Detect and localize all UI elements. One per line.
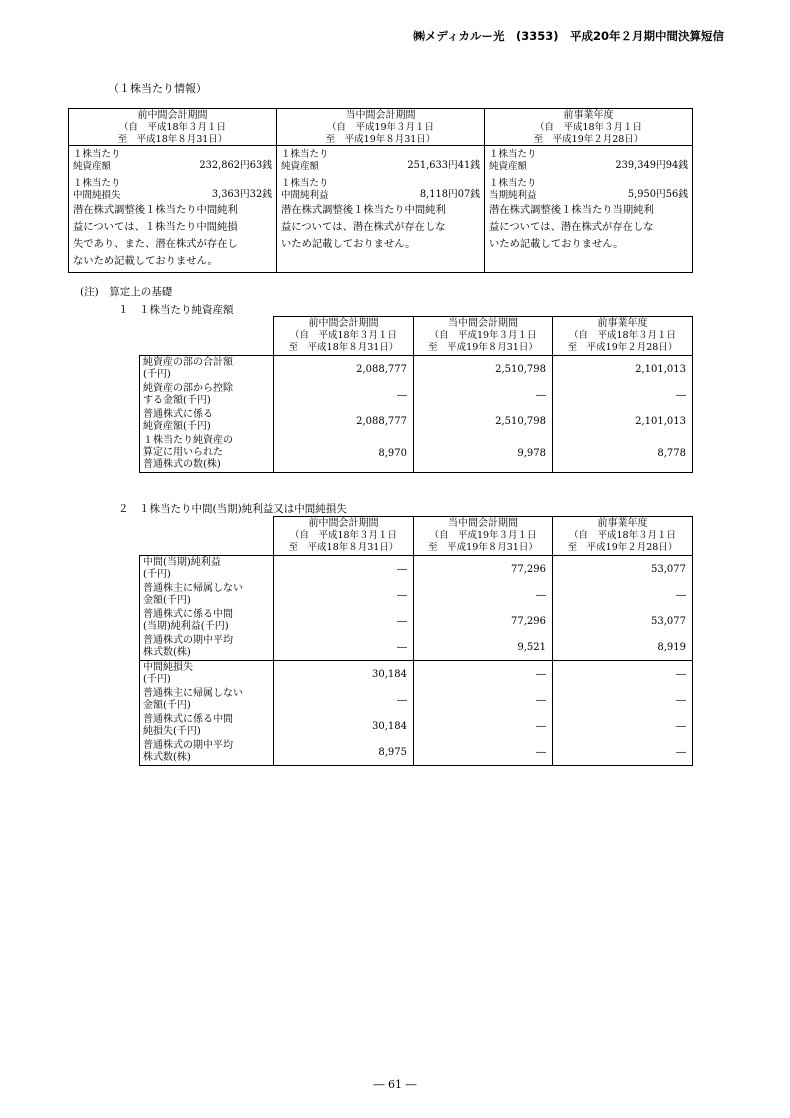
label-line: (千円) <box>143 674 171 685</box>
t1-title: １ １株当たり純資産額 <box>118 304 234 316</box>
label-line: 普通株主に帰属しない <box>143 583 243 594</box>
value-cell: ― <box>274 634 414 661</box>
label-line: 普通株式に係る中間 <box>143 714 233 725</box>
per-share-cell <box>69 146 277 273</box>
nav-line <box>489 149 688 172</box>
row-label <box>140 739 274 766</box>
value-cell: 2,088,777 <box>274 408 414 434</box>
label-line: 金額(千円) <box>143 700 191 711</box>
blank-corner <box>140 517 274 556</box>
label-line: 純資産の部の合計額 <box>143 357 233 368</box>
table-row <box>140 713 693 739</box>
label-line: 算定に用いられた <box>143 447 223 458</box>
label-line: 当期純利益 <box>489 189 537 201</box>
table-row <box>140 661 693 688</box>
row-label <box>140 608 274 634</box>
ni-line <box>281 178 480 201</box>
t1-header-row <box>140 317 693 356</box>
value-cell: ― <box>553 713 693 739</box>
ni-line <box>73 178 272 201</box>
label-line: １株当たり <box>489 178 537 189</box>
label-line: 中間純損失 <box>73 189 121 201</box>
note-line: 失であり、また、潜在株式が存在し <box>73 238 238 250</box>
row-label <box>140 634 274 661</box>
period-header <box>553 517 693 556</box>
note-line: 益については、１株当たり中間純損 <box>73 221 238 233</box>
table-row <box>140 556 693 583</box>
label-line: 純資産額 <box>489 160 528 172</box>
note-line: いため記載しておりません。 <box>281 238 416 250</box>
period-to: 至 平成19年２月28日） <box>567 342 678 353</box>
page-number: ― 61 ― <box>373 1078 417 1091</box>
period-header <box>277 109 485 146</box>
row-label <box>140 713 274 739</box>
nav-line <box>73 149 272 172</box>
label-line: １株当たり <box>281 149 329 160</box>
label-line: １株当たり <box>73 178 121 189</box>
period-name: 当中間会計期間 <box>448 318 518 329</box>
label-line: (当期)純利益(千円) <box>143 621 229 632</box>
note-line: 益については、潜在株式が存在しな <box>281 221 446 233</box>
value-cell: ― <box>274 608 414 634</box>
row-label <box>140 434 274 473</box>
value-cell: 2,101,013 <box>553 408 693 434</box>
value-cell: 2,510,798 <box>414 408 553 434</box>
blank-corner <box>140 317 274 356</box>
row-label <box>140 556 274 583</box>
per-share-cell <box>485 146 693 273</box>
label-line: 普通株式の期中平均 <box>143 740 233 751</box>
value-cell: ― <box>414 739 553 766</box>
value-cell: ― <box>274 382 414 408</box>
label-line: 普通株式に係る <box>143 409 213 420</box>
eps-basis-table <box>139 516 693 766</box>
value-cell: 30,184 <box>274 713 414 739</box>
value-cell: ― <box>414 382 553 408</box>
period-to: 至 平成19年８月31日） <box>428 342 538 353</box>
per-share-table <box>68 108 693 273</box>
ni-value: 8,118円07銭 <box>419 189 480 200</box>
period-from: （自 平成18年３月１日 <box>289 330 398 341</box>
value-cell: 9,521 <box>414 634 553 661</box>
value-cell: 2,101,013 <box>553 356 693 383</box>
label-line: 純資産額 <box>281 160 320 172</box>
value-cell: ― <box>414 661 553 688</box>
value-cell: 2,510,798 <box>414 356 553 383</box>
period-header <box>274 517 414 556</box>
period-to: 至 平成18年８月31日） <box>117 133 228 145</box>
label-line: 純資産額(千円) <box>143 421 211 432</box>
period-name: 当中間会計期間 <box>448 518 518 529</box>
period-to: 至 平成19年２月28日） <box>567 542 678 553</box>
period-from: （自 平成18年３月１日 <box>534 122 643 133</box>
note-line: 益については、潜在株式が存在しな <box>489 221 654 233</box>
per-share-note <box>73 202 272 270</box>
ni-value: 3,363円32銭 <box>211 189 272 200</box>
period-from: （自 平成18年３月１日 <box>568 330 677 341</box>
period-name: 当中間会計期間 <box>345 110 416 121</box>
period-from: （自 平成19年３月１日 <box>429 530 537 541</box>
per-share-cell <box>277 146 485 273</box>
period-header <box>274 317 414 356</box>
note-line: 潜在株式調整後１株当たり中間純利 <box>73 204 238 216</box>
period-to: 至 平成18年８月31日） <box>288 342 399 353</box>
period-header <box>414 317 553 356</box>
period-name: 前中間会計期間 <box>308 318 379 329</box>
value-cell: ― <box>274 582 414 608</box>
row-label <box>140 356 274 383</box>
row-label <box>140 408 274 434</box>
t2-profit-body <box>140 556 693 661</box>
period-header <box>69 109 277 146</box>
label-line: １株当たり <box>489 149 537 160</box>
period-name: 前事業年度 <box>597 318 648 329</box>
note-line: ないため記載しておりません。 <box>73 255 218 267</box>
label-line: する金額(千円) <box>143 395 211 406</box>
nav-basis-table <box>139 316 693 473</box>
value-cell: 53,077 <box>553 556 693 583</box>
period-from: （自 平成19年３月１日 <box>326 122 435 133</box>
period-from: （自 平成18年３月１日 <box>289 530 398 541</box>
t2-header-row <box>140 517 693 556</box>
period-header <box>553 317 693 356</box>
value-cell: 53,077 <box>553 608 693 634</box>
label-line: 純資産額 <box>73 160 112 172</box>
value-cell: ― <box>553 582 693 608</box>
per-share-note <box>489 202 688 253</box>
section-title: （１株当たり情報） <box>108 82 207 95</box>
value-cell: ― <box>414 582 553 608</box>
nav-line <box>281 149 480 172</box>
document-header: ㈱メディカルー光 (3353) 平成20年２月期中間決算短信 <box>413 29 724 43</box>
table-row <box>140 408 693 434</box>
value-cell: ― <box>274 556 414 583</box>
value-cell: 2,088,777 <box>274 356 414 383</box>
value-cell: 77,296 <box>414 556 553 583</box>
row-label <box>140 687 274 713</box>
value-cell: ― <box>414 713 553 739</box>
table-row <box>140 434 693 473</box>
period-name: 前中間会計期間 <box>137 110 208 121</box>
value-cell: ― <box>553 739 693 766</box>
period-name: 前事業年度 <box>563 110 614 121</box>
value-cell: ― <box>414 687 553 713</box>
note-line: 潜在株式調整後１株当たり中間純利 <box>281 204 446 216</box>
label-line: (千円) <box>143 569 171 580</box>
label-line: 普通株式に係る中間 <box>143 609 233 620</box>
t2-loss-body <box>140 661 693 766</box>
table-row <box>140 687 693 713</box>
period-from: （自 平成18年３月１日 <box>118 122 227 133</box>
table-row <box>140 608 693 634</box>
value-cell: 8,975 <box>274 739 414 766</box>
nav-value: 251,633円41銭 <box>407 160 480 171</box>
value-cell: ― <box>553 661 693 688</box>
value-cell: ― <box>553 382 693 408</box>
t1-body <box>140 356 693 473</box>
label-line: 純損失(千円) <box>143 726 201 737</box>
label-line: 株式数(株) <box>143 647 191 658</box>
value-cell: 77,296 <box>414 608 553 634</box>
value-cell: 9,978 <box>414 434 553 473</box>
value-cell: ― <box>553 687 693 713</box>
period-to: 至 平成18年８月31日） <box>288 542 399 553</box>
note-heading: (注) 算定上の基礎 <box>80 286 173 298</box>
period-name: 前事業年度 <box>597 518 648 529</box>
table-row <box>140 582 693 608</box>
label-line: 純資産の部から控除 <box>143 383 233 394</box>
period-header <box>414 517 553 556</box>
nav-value: 239,349円94銭 <box>615 160 688 171</box>
label-line: １株当たり純資産の <box>143 435 233 446</box>
period-name: 前中間会計期間 <box>308 518 379 529</box>
period-header <box>485 109 693 146</box>
label-line: １株当たり <box>73 149 121 160</box>
value-cell: 8,970 <box>274 434 414 473</box>
period-from: （自 平成18年３月１日 <box>568 530 677 541</box>
per-share-note <box>281 202 480 253</box>
period-to: 至 平成19年８月31日） <box>428 542 538 553</box>
row-label <box>140 661 274 688</box>
label-line: 中間(当期)純利益 <box>143 557 221 568</box>
note-line: 潜在株式調整後１株当たり当期純利 <box>489 204 654 216</box>
row-label <box>140 582 274 608</box>
row-label <box>140 382 274 408</box>
period-to: 至 平成19年８月31日） <box>325 133 436 145</box>
label-line: 中間純損失 <box>143 662 193 673</box>
label-line: 金額(千円) <box>143 595 191 606</box>
label-line: (千円) <box>143 369 171 380</box>
label-line: 株式数(株) <box>143 752 191 763</box>
value-cell: 8,919 <box>553 634 693 661</box>
period-to: 至 平成19年２月28日） <box>533 133 644 145</box>
period-from: （自 平成19年３月１日 <box>429 330 537 341</box>
table-row <box>140 356 693 383</box>
table-row <box>140 382 693 408</box>
value-cell: ― <box>274 687 414 713</box>
per-share-body-row <box>69 146 693 273</box>
table-row <box>140 634 693 661</box>
label-line: 普通株式の数(株) <box>143 459 221 470</box>
nav-value: 232,862円63銭 <box>199 160 272 171</box>
note-line: いため記載しておりません。 <box>489 238 624 250</box>
value-cell: 30,184 <box>274 661 414 688</box>
label-line: 普通株式の期中平均 <box>143 635 233 646</box>
label-line: １株当たり <box>281 178 329 189</box>
label-line: 中間純利益 <box>281 189 329 201</box>
value-cell: 8,778 <box>553 434 693 473</box>
t2-title: ２ １株当たり中間(当期)純利益又は中間純損失 <box>118 503 347 515</box>
ni-value: 5,950円56銭 <box>627 189 688 200</box>
label-line: 普通株主に帰属しない <box>143 688 243 699</box>
period-header-row <box>69 109 693 146</box>
ni-line <box>489 178 688 201</box>
table-row <box>140 739 693 766</box>
